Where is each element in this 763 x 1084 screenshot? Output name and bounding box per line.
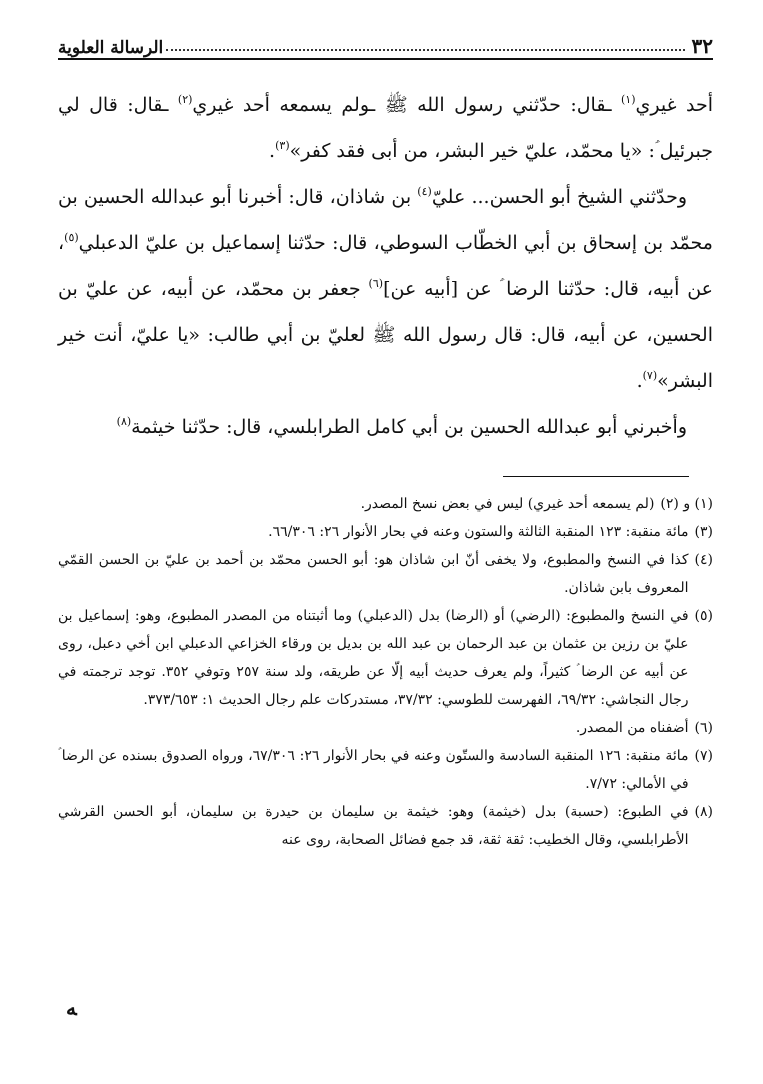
footnote-ref-8: (٨) [116,415,132,428]
footnote-number: (٨) [694,804,713,820]
text: وأخبرني أبو عبدالله الحسين بن أبي كامل الطرابلسي، قال: حدّثنا خيثمة [131,416,687,438]
footnote-5 [58,602,713,714]
text: ـقال: قال لي جبرئيل ؑ: «يا محمّد، عليّ خير البشر، من أبى فقد كفر» [58,94,713,162]
footnote-ref-4: (٤) [417,185,432,198]
page-header [58,28,713,60]
footnote-text: في الطبوع: (حسبة) بدل (خيثمة) وهو: خيثمة بن سليمان بن حيدرة بن سليمان، أبو الحسن القرشي الأطرابلسي، وقال الخطيب: ثقة ثقة، قد جمع فضائل الصحابة، روى عنه [58,804,689,848]
footnote-ref-3: (٣) [275,139,290,152]
footnote-number: (٧) [694,748,713,764]
footnote-ref-7: (٧) [642,369,658,382]
footnote-text: (لم يسمعه أحد غيري) ليس في بعض نسخ المصدر. [360,496,655,512]
text: بن شاذان، قال: أخبرنا أبو عبدالله الحسين بن محمّد بن إسحاق بن أبي الخطّاب السوطي، قال: حدّثنا إسماعيل بن عليّ الدعبلي [58,186,713,254]
footnote-4 [58,546,713,602]
footnote-8 [58,798,713,854]
footnote-3 [58,518,713,546]
footnotes [58,490,713,854]
text: أحد غيري [635,94,714,116]
paragraph-1 [58,82,713,174]
footnote-ref-5: (٥) [64,231,79,244]
paragraph-2 [58,174,713,404]
footnote-1-2 [58,490,713,518]
running-title: الرسالة العلوية [58,38,164,58]
footnote-number: (٥) [694,608,713,624]
footnote-number: (١) و (٢) [660,496,713,512]
footnote-ref-1: (١) [621,93,636,106]
text: جعفر بن محمّد، عن أبيه، عن عليّ بن الحسين، عن أبيه، قال: قال رسول الله ﷺ لعليّ بن أبي طالب: «يا عليّ، أنت خير البشر» [58,278,713,392]
footnote-number: (٤) [694,552,713,568]
text: ، عن أبيه، قال: حدّثنا الرضا ؑ عن [أبيه عن] [58,232,713,300]
continuation-mark: ﻪ [66,996,77,1020]
header-dot-leader [166,49,684,51]
footnote-6 [58,714,713,742]
footnote-text: مائة منقبة: ١٢٦ المنقبة السادسة والستّون وعنه في بحار الأنوار ٢٦: ٦٧/٣٠٦، ورواه الصدوق بسنده عن الرضا ؑ في الأمالي: ٧/٧٢. [58,748,689,792]
footnote-text: أضفناه من المصدر. [575,720,689,736]
paragraph-3 [58,404,713,450]
main-text [58,82,713,450]
text: ـقال: حدّثني رسول الله ﷺ ـولم يسمعه أحد غيري [192,94,621,116]
footnote-ref-6: (٦) [368,277,384,290]
text: . [636,370,643,392]
footnote-text: كذا في النسخ والمطبوع، ولا يخفى أنّ ابن شاذان هو: أبو الحسن محمّد بن أحمد بن عليّ بن الحسن القمّي المعروف بابن شاذان. [58,552,689,596]
page-number: ٣٢ [691,34,713,58]
footnote-number: (٣) [694,524,713,540]
footnote-7 [58,742,713,798]
footnote-text: مائة منقبة: ١٢٣ المنقبة الثالثة والستون وعنه في بحار الأنوار ٢٦: ٦٦/٣٠٦. [268,524,689,540]
footnote-separator [503,476,689,477]
footnote-text: في النسخ والمطبوع: (الرضي) أو (الرضا) بدل (الدعبلي) وما أثبتناه من المصدر المطبوع، وهو: إسماعيل بن عليّ بن رزين بن عثمان بن عبد الرحمان بن عبد الله بن بديل بن ورقاء الخزاعي الدعبلي ابن أخي دعبل، روى عن أبيه عن الرضا ؑ كثيراً، ولم يعرف حديث أبيه إلّا عن طريقه، ولد سنة ٢٥٧ وتوفي ٣٥٢. توجد ترجمته في رجال النجاشي: ٦٩/٣٢، الفهرست للطوسي: ٣٧/٣٢، مستدركات علم رجال الحديث ١: ٣٧٣/٦٥٣. [58,608,689,708]
text: وحدّثني الشيخ أبو الحسن... عليّ [431,186,687,208]
footnote-ref-2: (٢) [177,93,193,106]
footnote-number: (٦) [694,720,713,736]
text: . [269,140,276,162]
